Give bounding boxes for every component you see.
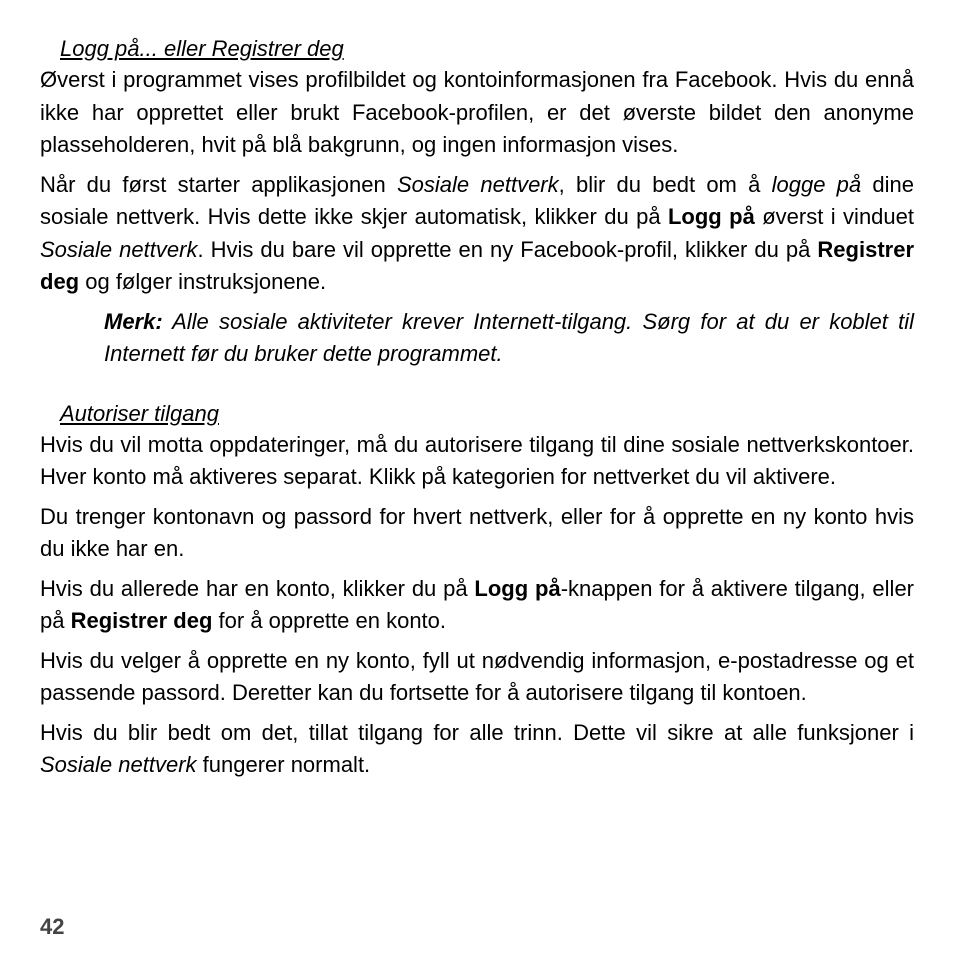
page-content <box>40 33 914 789</box>
text-run: Hvis du allerede har en konto, klikker du på <box>40 575 475 601</box>
paragraph-allow-access <box>40 717 914 782</box>
note-label: Merk: <box>104 308 163 334</box>
register-bold: Registrer deg <box>40 236 915 294</box>
text-run: Hvis du blir bedt om det, tillat tilgang for alle trinn. Dette vil sikre at alle funksjoner i <box>40 719 914 745</box>
text-run: dine sosiale nettverk. Hvis dette ikke skjer automatisk, klikker du på <box>40 171 914 229</box>
app-name-italic: Sosiale nettverk <box>40 752 197 777</box>
text-run: øverst i vinduet <box>754 204 914 229</box>
login-bold: Logg på <box>667 204 755 229</box>
paragraph-login-instructions <box>40 169 914 299</box>
text-run: -knappen for å aktivere tilgang, eller på <box>40 575 914 633</box>
section-heading-login: Logg på... eller Registrer deg <box>60 36 344 61</box>
text-run: fungerer normalt. <box>196 752 371 777</box>
app-name-italic: Sosiale nettverk <box>396 171 559 197</box>
section-heading-authorize: Autoriser tilgang <box>60 400 219 426</box>
paragraph-existing-account <box>40 573 914 638</box>
paragraph-new-account: Hvis du velger å opprette en ny konto, fyll ut nødvendig informasjon, e-postadresse og et passende passord. Deretter kan du fortsette for å autorisere tilgang til kontoen. <box>40 647 914 705</box>
paragraph-authorize-intro: Hvis du vil motta oppdateringer, må du autorisere tilgang til dine sosiale nettverkskontoer. Hver konto må aktiveres separat. Klikk på kategorien for nettverket du vil aktivere. <box>40 431 914 489</box>
login-italic: logge på <box>771 171 862 197</box>
text-run: , blir du bedt om å <box>558 171 772 197</box>
login-bold: Logg på <box>474 575 561 601</box>
text-run: for å opprette en konto. <box>212 608 447 633</box>
register-bold: Registrer deg <box>70 608 213 633</box>
note-internet <box>104 306 914 371</box>
text-run: . Hvis du bare vil opprette en ny Facebook-profil, klikker du på <box>197 236 818 262</box>
paragraph-credentials: Du trenger kontonavn og passord for hvert nettverk, eller for å opprette en ny konto hvis du ikke har en. <box>40 503 914 561</box>
text-run: Når du først starter applikasjonen <box>40 171 397 197</box>
note-text: Alle sosiale aktiviteter krever Internett-tilgang. Sørg for at du er koblet til Internett før du bruker dette programmet. <box>104 308 914 366</box>
app-name-italic: Sosiale nettverk <box>40 236 198 262</box>
page-number: 42 <box>40 914 65 939</box>
paragraph-profile-info: Øverst i programmet vises profilbildet og kontoinformasjonen fra Facebook. Hvis du ennå ikke har opprettet eller brukt Facebook-profilen, er det øverste bildet den anonyme plasseholderen, hvit på blå bakgrunn, og ingen informasjon vises. <box>40 67 914 157</box>
text-run: og følger instruksjonene. <box>79 269 327 294</box>
